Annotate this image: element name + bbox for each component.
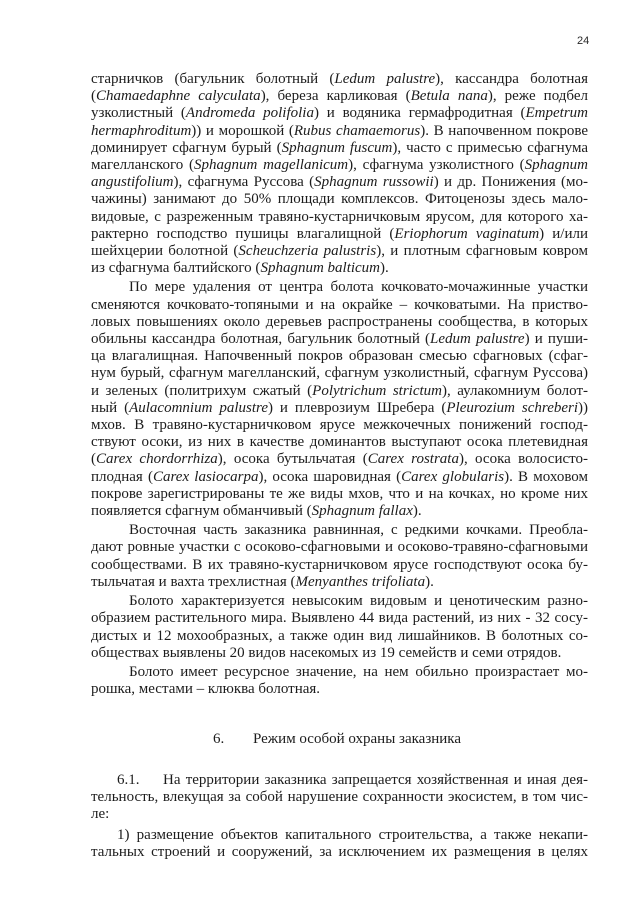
text-line <box>91 557 588 574</box>
latin-species-name: Carex globularis <box>401 468 505 485</box>
latin-species-name: Carex rostrata <box>367 451 459 468</box>
latin-species-name: Eriophorum vaginatum <box>394 225 540 242</box>
text-run: ), сфагнума узколистного ( <box>348 157 525 174</box>
latin-species-name: Sphagnum balticum <box>260 260 381 277</box>
text-run: 1) размещение объектов капитального строительства, а также некапи- <box>117 827 588 844</box>
text-line <box>91 486 588 503</box>
text-run: ), и плотным сфагновым ковром <box>376 243 588 260</box>
list-item-1 <box>91 827 588 861</box>
text-line <box>91 105 588 122</box>
text-line <box>91 827 588 844</box>
text-run: ). <box>412 503 422 520</box>
body-paragraph <box>91 664 588 698</box>
page-number: 24 <box>577 35 590 47</box>
section-heading <box>91 731 588 748</box>
text-line <box>91 157 588 174</box>
text-line <box>91 348 588 365</box>
body-paragraph <box>91 279 588 520</box>
latin-species-name: Sphagnum magellanicum <box>194 157 349 174</box>
latin-species-name: Ledum palustre <box>334 71 436 87</box>
text-line <box>91 191 588 208</box>
text-line <box>91 664 588 681</box>
text-run: ) и/или <box>539 225 588 242</box>
text-run: сообществами. В их травяно-кустарничковом ярусе господствуют осока бу- <box>91 556 588 573</box>
text-line <box>91 297 588 314</box>
text-run: ), кассандра болотная <box>435 71 588 87</box>
text-line <box>163 772 588 789</box>
text-run: видовые, с разреженным травяно-кустарничковым ярусом, для которого ха- <box>91 208 588 225</box>
text-run: ). <box>425 573 434 590</box>
text-run: узколистный ( <box>91 105 186 122</box>
text-run: доминирует сфагнум бурый ( <box>91 139 282 156</box>
text-line <box>91 417 588 434</box>
latin-species-name: Aulacomnium palustre <box>129 399 268 416</box>
text-run: ( <box>91 451 96 468</box>
text-line <box>91 226 588 243</box>
text-run: тальных строений и сооружений, за исключением их размещения в целях <box>91 844 588 861</box>
text-line <box>91 574 588 591</box>
text-line <box>91 365 588 382</box>
latin-species-name: Chamaedaphne calyculata <box>96 88 261 105</box>
clause-number: 6.1. <box>117 771 140 788</box>
text-line <box>91 628 588 645</box>
text-run: ) и плеврозиум Шребера ( <box>267 399 447 416</box>
text-line <box>91 174 588 191</box>
latin-species-name: Carex lasiocarpa <box>153 468 259 485</box>
text-run: обильны кассандра болотная, багульник болотный ( <box>91 331 430 348</box>
text-run: нум бурый, сфагнум магелланский, сфагнум узколистный, сфагнум Руссова) <box>91 365 588 382</box>
latin-species-name: Carex chordorrhiza <box>96 451 218 468</box>
text-run: ный ( <box>91 399 130 416</box>
text-line <box>91 789 588 806</box>
text-run: ), береза карликовая ( <box>260 88 411 105</box>
clause-first-line <box>91 772 588 789</box>
text-run: По мере удаления от центра болота кочковато-мочажинные участки <box>129 279 588 296</box>
text-line <box>91 331 588 348</box>
text-line <box>91 451 588 468</box>
text-run: ствуют осоки, из них в качестве доминантов выступают осока плетевидная <box>91 434 588 451</box>
section-title: Режим особой охраны заказника <box>253 731 462 748</box>
latin-species-name: Betula nana <box>410 88 488 105</box>
latin-species-name: angustifolium <box>91 174 174 191</box>
body-paragraph <box>91 522 588 591</box>
text-run: из сфагнума балтийского ( <box>91 260 261 277</box>
text-run: ( <box>91 88 96 105</box>
text-line <box>91 71 588 88</box>
latin-species-name: Sphagnum fallax <box>311 503 413 520</box>
text-run: ле: <box>91 805 110 822</box>
text-line <box>91 681 588 698</box>
text-run: ) и пуши- <box>524 331 588 348</box>
latin-species-name: Andromeda polifolia <box>185 105 314 122</box>
text-run: дистых и 12 мохообразных, а также один вид лишайников. В болотных со- <box>91 627 588 644</box>
latin-species-name: Sphagnum russowii <box>314 174 434 191</box>
text-line <box>91 140 588 157</box>
text-run: ), осока шаровидная ( <box>258 468 402 485</box>
text-run: обществах выявлены 20 видов насекомых из 19 семейств и семи отрядов. <box>91 644 562 661</box>
text-run: )) <box>578 399 589 416</box>
text-line <box>91 539 588 556</box>
text-run: ). В напочвенном покрове <box>420 122 589 139</box>
text-column <box>91 71 588 862</box>
clause-first-text <box>163 772 588 789</box>
text-run: чажины) занимают до 50% площади комплексов. Фитоценозы здесь мало- <box>91 191 588 208</box>
text-line <box>91 522 588 539</box>
text-run: образием растительного мира. Выявлено 44 вида растений, из них - 32 сосу- <box>91 610 588 627</box>
text-run: старничков (багульник болотный ( <box>91 71 335 87</box>
text-run: ца влагалищная. Напочвенный покров образован смесью сфагновых (сфаг- <box>91 348 588 365</box>
text-line <box>91 123 588 140</box>
body-paragraphs <box>91 71 588 698</box>
text-run: ), часто с примесью сфагнума <box>392 139 589 156</box>
text-line <box>91 314 588 331</box>
text-run: На территории заказника запрещается хозяйственная и иная дея- <box>163 771 588 788</box>
text-line <box>91 434 588 451</box>
text-run: мхов. В травяно-кустарничковом ярусе межкочечных понижений господ- <box>91 417 588 434</box>
latin-species-name: Sphagnum fuscum <box>281 139 393 156</box>
text-run: шейхцерии болотной ( <box>91 243 239 260</box>
latin-species-name: hermaphroditum <box>91 122 192 139</box>
text-run: тыльчатая и вахта трехлистная ( <box>91 573 296 590</box>
latin-species-name: Polytrichum strictum <box>312 382 442 399</box>
text-run: ловых повышениях около деревьев распространены сообщества, в которых <box>91 313 588 330</box>
text-run: дают ровные участки с осоково-сфагновыми и осоково-травяно-сфагновыми <box>91 539 588 556</box>
text-run: ). <box>380 260 389 277</box>
text-run: магелланского ( <box>91 157 195 174</box>
latin-species-name: Pleurozium schreberi <box>446 399 579 416</box>
text-run: тельность, влекущая за собой нарушение сохранности экосистем, в том чис- <box>91 788 588 805</box>
text-run: покрове зарегистрированы те же виды мхов, что и на кочках, но кроме них <box>91 485 588 502</box>
text-line <box>91 610 588 627</box>
latin-species-name: Scheuchzeria palustris <box>238 243 377 260</box>
text-run: ), аулакомниум болот- <box>442 382 588 399</box>
text-run: появляется сфагнум обманчивый ( <box>91 503 312 520</box>
text-run: ) и водяника гермафродитная ( <box>313 105 526 122</box>
body-paragraph <box>91 71 588 277</box>
text-run: ), осока бутыльчатая ( <box>217 451 368 468</box>
text-line <box>91 844 588 861</box>
latin-species-name: Ledum palustre <box>429 331 525 348</box>
latin-species-name: Rubus chamaemorus <box>293 122 421 139</box>
text-line <box>91 645 588 662</box>
text-run: ), осока волосисто- <box>458 451 588 468</box>
text-line <box>91 469 588 486</box>
body-paragraph <box>91 593 588 662</box>
section-number: 6. <box>213 731 225 748</box>
text-line <box>91 243 588 260</box>
text-run: плодная ( <box>91 468 153 485</box>
text-line <box>91 400 588 417</box>
clause-continuation <box>91 789 588 823</box>
text-run: и зеленых (политрихум сжатый ( <box>91 382 313 399</box>
text-run: )) и морошкой ( <box>191 122 294 139</box>
text-run: Восточная часть заказника равнинная, с редкими кочками. Преобла- <box>129 522 588 539</box>
text-line <box>91 593 588 610</box>
text-run: ), реже подбел <box>487 88 588 105</box>
text-line <box>91 209 588 226</box>
latin-species-name: Sphagnum <box>524 157 588 174</box>
text-run: ), сфагнума Руссова ( <box>173 174 315 191</box>
text-run: рошка, местами – клюква болотная. <box>91 681 321 698</box>
latin-species-name: Empetrum <box>525 105 589 122</box>
text-line <box>91 260 588 277</box>
latin-species-name: Menyanthes trifoliata <box>295 573 426 590</box>
text-run: ). В моховом <box>504 468 588 485</box>
text-line <box>91 503 588 520</box>
text-run: ) и др. Понижения (мо- <box>433 174 589 191</box>
text-line <box>91 806 588 823</box>
clause-6-1 <box>91 772 588 824</box>
text-run: Болото характеризуется невысоким видовым и ценотическим разно- <box>129 593 588 610</box>
text-line <box>91 88 588 105</box>
text-run: сменяются кочковато-топяными и на окрайке – кочковатыми. На приство- <box>91 296 588 313</box>
text-run: Болото имеет ресурсное значение, на нем обильно произрастает мо- <box>129 663 588 680</box>
text-line <box>91 279 588 296</box>
text-line <box>91 383 588 400</box>
text-run: рактерно господство пушицы влагалищной ( <box>91 225 395 242</box>
